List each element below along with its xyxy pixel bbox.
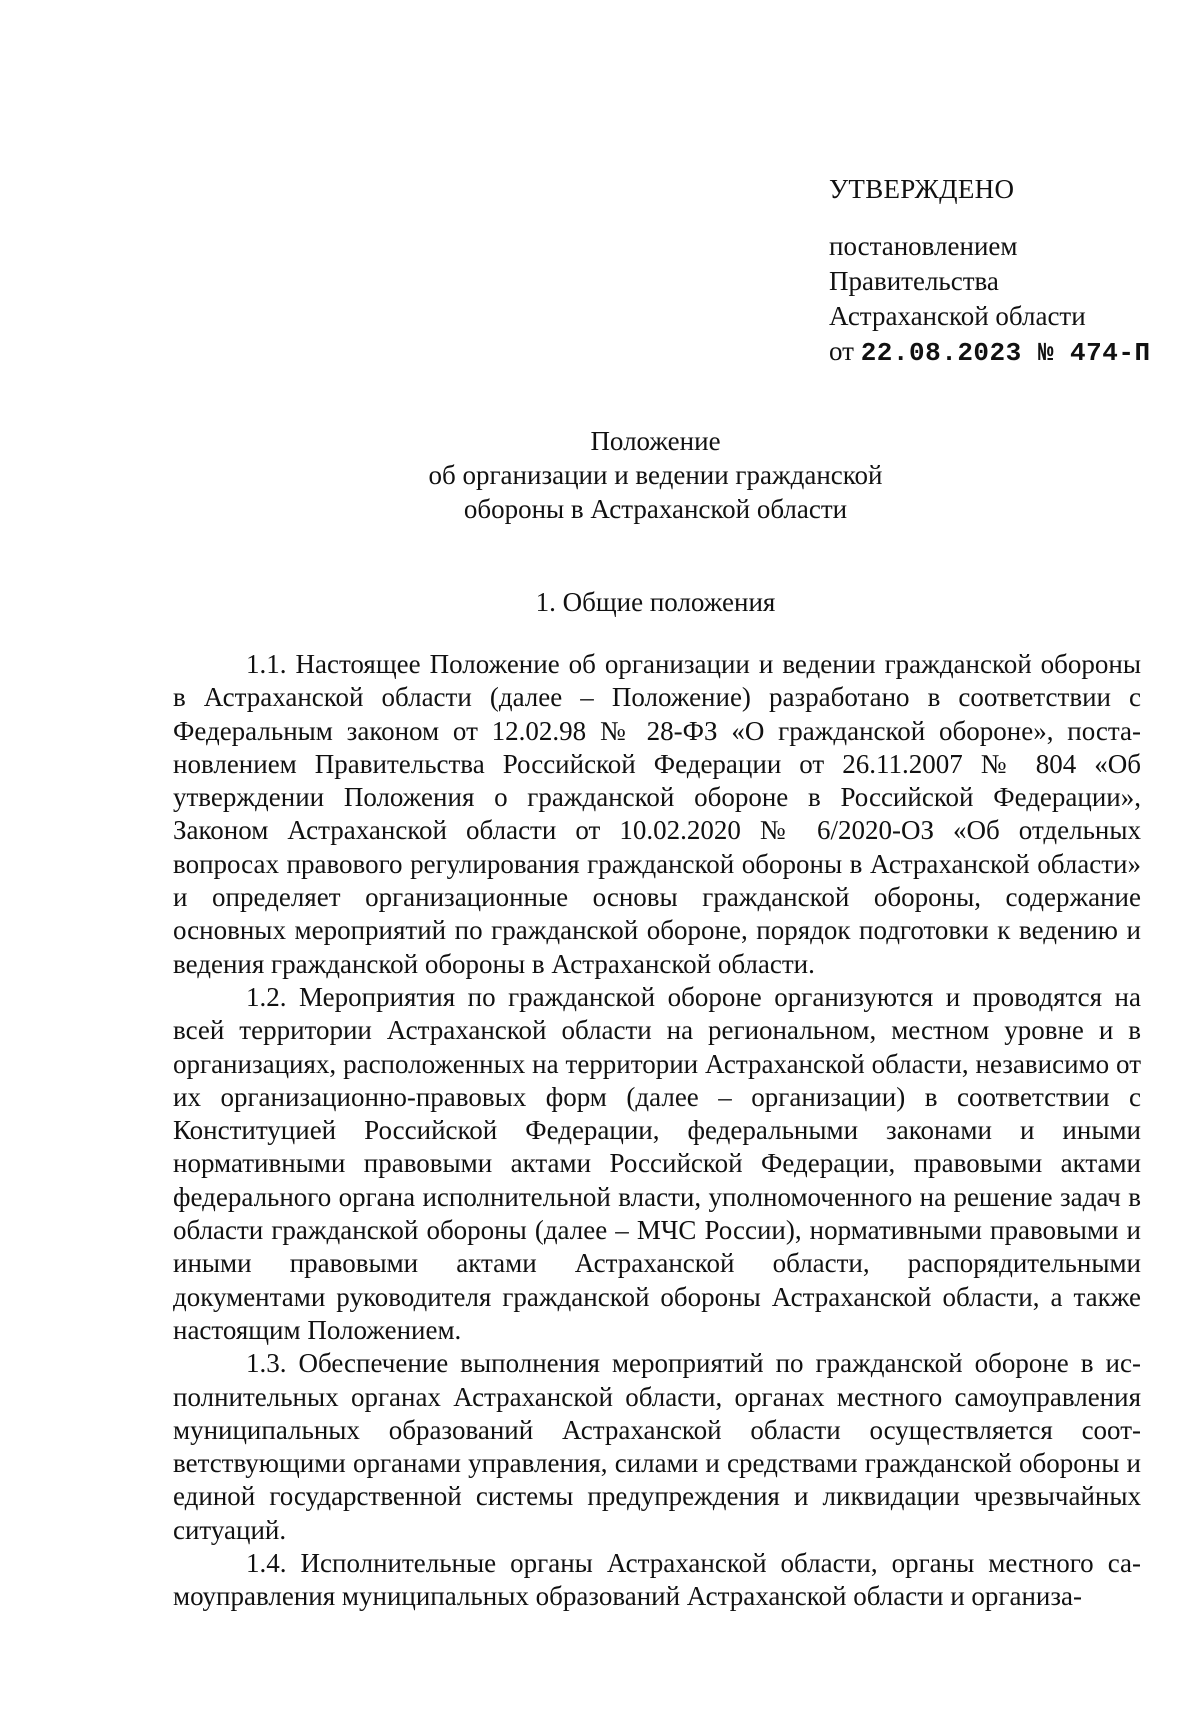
paragraph-1-3: 1.3. Обеспечение выполнения мероприятий по гражданской обороне в исполнительных органах Астраханской области, органах местного самоуправления муниципальных образований Астраханской области осуществляется соответствующими органами управления, силами и средствами гражданской обороны и единой государственной системы предупреждения и ликвидации чрезвычайных ситуаций. bbox=[173, 1348, 1141, 1545]
approval-date-number: 22.08.2023 № 474-П bbox=[860, 338, 1151, 368]
paragraph-1-2: 1.2. Мероприятия по гражданской обороне организуются и проводятся на всей территории Астраханской области на региональном, местном уровне и в организациях, расположенных на территории Астраханской области, независимо от их организационно-правовых форм (далее – организации) в соответствии с Конституцией Российской Федерации, федеральными законами и иными нормативными правовыми актами Российской Федерации, правовыми актами федерального органа исполнительной власти, уполномоченного на решение задач в области гражданской обороны (далее – МЧС России), нормативными правовыми и иными правовыми актами Астраханской области, распорядительными документами руководителя гражданской обороны Астраханской области, а также настоящим Положением. bbox=[173, 981, 1141, 1345]
document-title-line-2: об организации и ведении гражданской bbox=[428, 460, 883, 490]
approval-line-2: Правительства bbox=[829, 266, 999, 296]
document-title-line-1: Положение bbox=[590, 426, 721, 456]
approval-date-prefix: от bbox=[829, 336, 854, 366]
document-title bbox=[0, 424, 1200, 526]
section-heading: 1. Общие положения bbox=[535, 587, 776, 617]
approval-line-3: Астраханской области bbox=[829, 301, 1086, 331]
approval-line-1: постановлением bbox=[829, 231, 1018, 261]
paragraph-1-4: 1.4. Исполнительные органы Астраханской области, органы местного самоуправления муниципальных образований Астраханской области и организа- bbox=[173, 1548, 1141, 1612]
paragraph-1-1: 1.1. Настоящее Положение об организации и ведении гражданской обороны в Астраханской области (далее – Положение) разработано в соответствии с Федеральным законом от 12.02.98 № 28-ФЗ «О гражданской обороне», постановлением Правительства Российской Федерации от 26.11.2007 № 804 «Об утверждении Положения о гражданской обороне в Российской Федерации», Законом Астраханской области от 10.02.2020 № 6/2020-ОЗ «Об отдельных вопросах правового регулирования гражданской обороны в Астраханской области» и определяет организационные основы гражданской обороны, содержание основных мероприятий по гражданской обороне, порядок подготовки к ведению и ведения гражданской обороны в Астраханской области. bbox=[173, 649, 1141, 979]
approval-block bbox=[829, 172, 1169, 371]
approval-stamp: УТВЕРЖДЕНО bbox=[829, 174, 1015, 204]
document-body bbox=[173, 648, 1141, 1614]
document-title-line-3: обороны в Астраханской области bbox=[463, 494, 848, 524]
approval-date-line bbox=[829, 334, 1169, 371]
